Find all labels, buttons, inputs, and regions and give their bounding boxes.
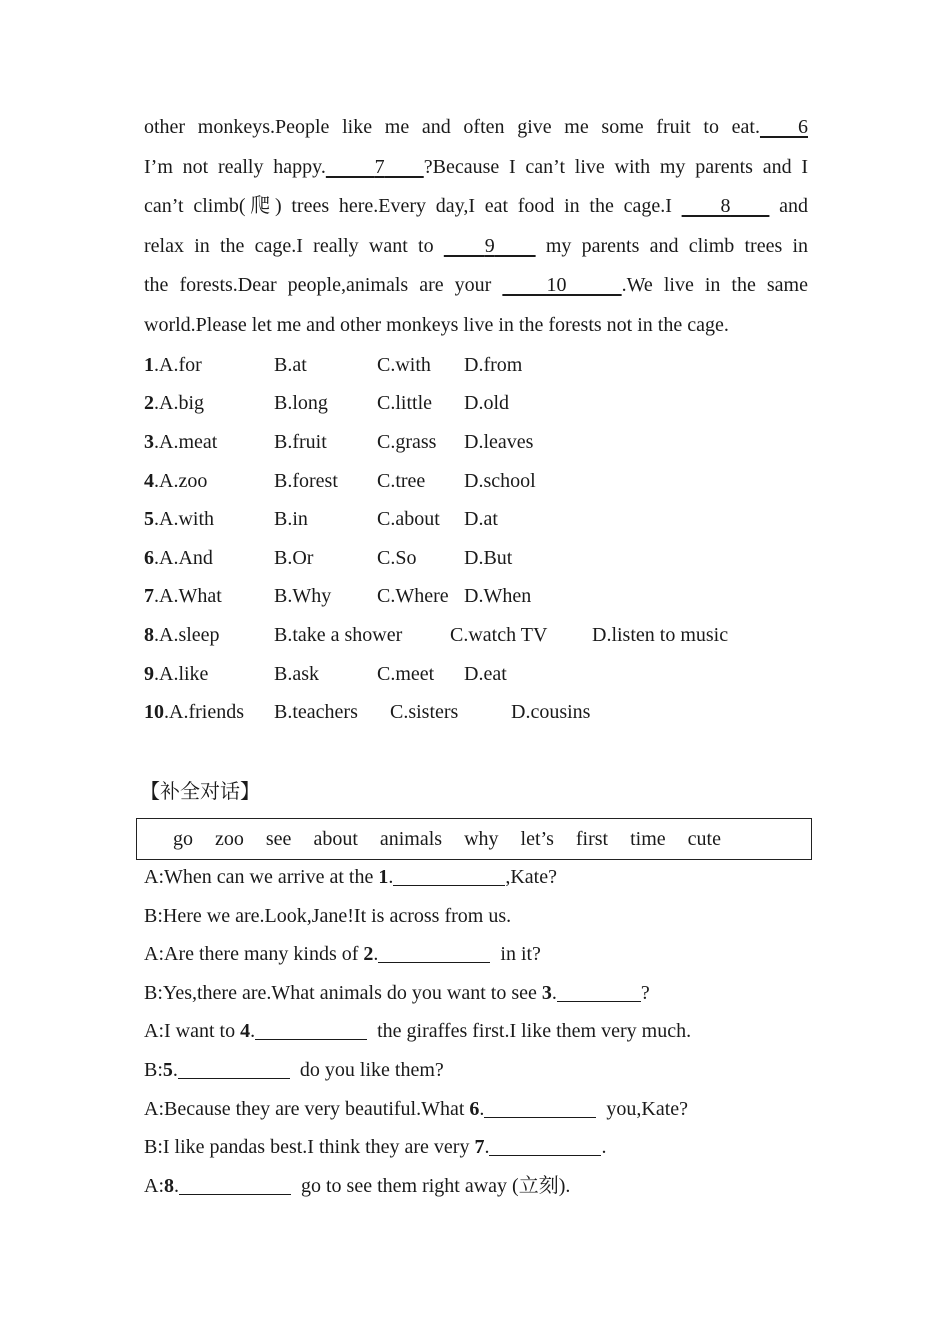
answer-blank[interactable]	[557, 979, 641, 1002]
option-b: B.Why	[274, 585, 332, 608]
option-d: D.listen to music	[592, 623, 729, 646]
passage-line: can’t climb(爬) trees here.Every day,I eat food in the cage.I 8 and	[144, 195, 809, 217]
option-d: D.at	[464, 508, 498, 531]
option-d: D.old	[464, 392, 509, 415]
option-c: C.sisters	[390, 701, 459, 724]
option-row	[144, 462, 808, 501]
option-d: D.school	[464, 469, 536, 492]
option-a: 1.A.for	[144, 353, 202, 376]
option-b: B.forest	[274, 469, 338, 492]
option-row	[144, 385, 808, 424]
word-bank-item: why	[464, 827, 499, 850]
dialog	[144, 858, 824, 1205]
option-b: B.ask	[274, 662, 319, 685]
answer-blank[interactable]	[489, 1133, 601, 1156]
option-b: B.at	[274, 353, 307, 376]
option-a: 7.A.What	[144, 585, 222, 608]
option-c: C.Where	[377, 585, 449, 608]
dialog-line: B:Here we are.Look,Jane!It is across from us.	[144, 904, 512, 927]
answer-blank[interactable]	[378, 940, 490, 963]
option-row	[144, 500, 808, 539]
option-a: 8.A.sleep	[144, 623, 220, 646]
option-a: 3.A.meat	[144, 430, 218, 453]
word-bank-item: animals	[379, 827, 443, 850]
option-b: B.teachers	[274, 701, 358, 724]
option-c: C.grass	[377, 430, 437, 453]
option-c: C.little	[377, 392, 432, 415]
word-bank-item: cute	[687, 827, 721, 850]
answer-blank[interactable]	[179, 1172, 291, 1195]
option-d: D.When	[464, 585, 532, 608]
option-b: B.fruit	[274, 430, 327, 453]
dialog-line: A:Because they are very beautiful.What 6. you,Kate?	[144, 1090, 824, 1129]
dialog-line: B:5. do you like them?	[144, 1051, 824, 1090]
dialog-line: A:When can we arrive at the 1. ,Kate?	[144, 858, 824, 897]
option-c: C.So	[377, 546, 417, 569]
passage-line: relax in the cage.I really want to 9 my parents and climb trees in	[144, 234, 809, 257]
exercise-page	[140, 108, 809, 810]
passage-line: other monkeys.People like me and often give me some fruit to eat. 6	[144, 116, 808, 138]
option-row	[144, 655, 808, 694]
option-a: 5.A.with	[144, 508, 214, 531]
dialog-line: A:8. go to see them right away (立刻).	[144, 1167, 824, 1206]
option-row	[144, 693, 808, 732]
answer-blank[interactable]	[393, 863, 505, 886]
option-row	[144, 578, 808, 617]
options-list	[144, 346, 808, 732]
option-d: D.eat	[464, 662, 507, 685]
passage	[144, 108, 808, 345]
word-bank-item: see	[265, 827, 292, 850]
option-b: B.Or	[274, 546, 314, 569]
option-a: 6.A.And	[144, 546, 213, 569]
blank-10: 10	[546, 274, 567, 296]
option-c: C.tree	[377, 469, 426, 492]
blank-9: 9	[484, 234, 495, 257]
option-c: C.watch TV	[450, 623, 548, 646]
option-d: D.But	[464, 546, 513, 569]
option-c: C.with	[377, 353, 431, 376]
option-b: B.take a shower	[274, 623, 403, 646]
option-row	[144, 423, 808, 462]
option-a: 9.A.like	[144, 662, 209, 685]
option-d: D.from	[464, 353, 523, 376]
blank-8: 8	[720, 195, 731, 217]
option-d: D.cousins	[511, 701, 591, 724]
dialog-line: A:Are there many kinds of 2. in it?	[144, 935, 824, 974]
word-bank-item: let’s	[520, 827, 554, 850]
answer-blank[interactable]	[484, 1095, 596, 1118]
word-bank-item: time	[630, 827, 666, 850]
answer-blank[interactable]	[178, 1056, 290, 1079]
answer-blank[interactable]	[255, 1017, 367, 1040]
option-a: 10.A.friends	[144, 701, 244, 724]
option-row	[144, 616, 808, 655]
option-c: C.about	[377, 508, 440, 531]
word-bank-item: about	[313, 827, 358, 850]
passage-line: world.Please let me and other monkeys live in the forests not in the cage.	[144, 313, 729, 336]
option-a: 4.A.zoo	[144, 469, 208, 492]
option-c: C.meet	[377, 662, 435, 685]
passage-line: the forests.Dear people,animals are your 10 .We live in the same	[144, 274, 808, 296]
option-d: D.leaves	[464, 430, 534, 453]
word-bank	[136, 818, 812, 860]
section-title: 【补全对话】	[140, 778, 260, 803]
word-bank-item: first	[575, 827, 609, 850]
word-bank-item: zoo	[215, 827, 244, 850]
word-bank-item: go	[173, 827, 193, 850]
dialog-line: A:I want to 4. the giraffes first.I like them very much.	[144, 1012, 824, 1051]
option-b: B.in	[274, 508, 308, 531]
option-row	[144, 539, 808, 578]
dialog-line: B:Yes,there are.What animals do you want to see 3. ?	[144, 974, 824, 1013]
option-row	[144, 346, 808, 385]
option-b: B.long	[274, 392, 328, 415]
passage-line: I’m not really happy. 7 ?Because I can’t live with my parents and I	[144, 155, 809, 178]
dialog-line: B:I like pandas best.I think they are very 7. .	[144, 1128, 824, 1167]
option-a: 2.A.big	[144, 392, 204, 415]
blank-7: 7	[374, 155, 385, 178]
blank-6: 6	[798, 116, 808, 138]
